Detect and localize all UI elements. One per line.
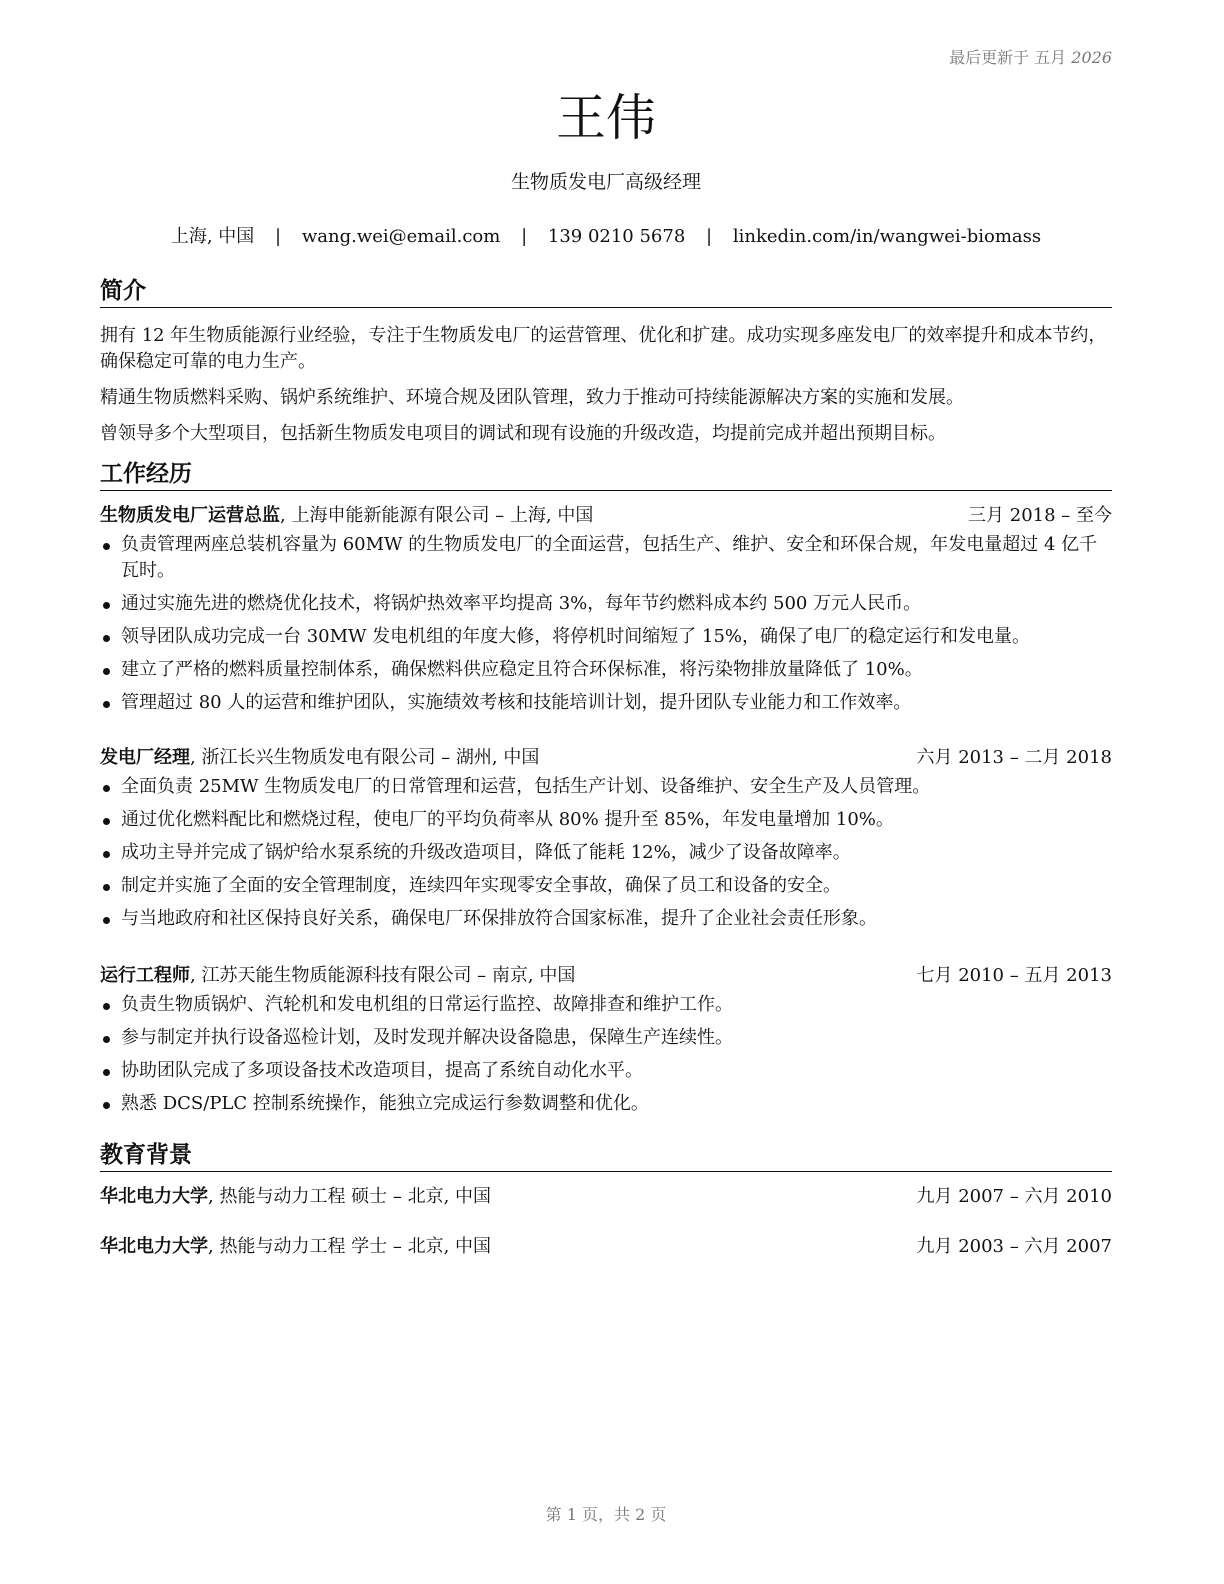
job-title-line [100, 963, 575, 989]
job-bullet: 熟悉 DCS/PLC 控制系统操作，能独立完成运行参数调整和优化。 [100, 1091, 1112, 1117]
candidate-headline: 生物质发电厂高级经理 [510, 171, 701, 193]
page-number: 第 1 页，共 2 页 [545, 1505, 667, 1524]
job-entry [100, 503, 1112, 716]
job-bullet: 通过优化燃料配比和燃烧过程，使电厂的平均负荷率从 80% 提升至 85%，年发电量增加 10%。 [100, 807, 1112, 833]
job-bullets [100, 992, 1112, 1117]
job-bullet: 负责生物质锅炉、汽轮机和发电机组的日常运行监控、故障排查和维护工作。 [100, 992, 1112, 1018]
last-updated-year: 2026 [1071, 48, 1112, 67]
job-role: 生物质发电厂运营总监 [100, 505, 280, 526]
section-title-education: 教育背景 [100, 1141, 1112, 1172]
contact-line [100, 225, 1112, 249]
job-dates: 六月 2013 – 二月 2018 [916, 747, 1112, 768]
job-company: , 浙江长兴生物质发电有限公司 – 湖州, 中国 [190, 747, 540, 768]
education-entry [100, 1184, 1112, 1210]
contact-linkedin[interactable]: linkedin.com/in/wangwei-biomass [732, 226, 1042, 247]
job-bullet: 参与制定并执行设备巡检计划，及时发现并解决设备隐患，保障生产连续性。 [100, 1025, 1112, 1051]
education-degree: , 热能与动力工程 硕士 – 北京, 中国 [208, 1186, 492, 1207]
job-header [100, 745, 1112, 771]
job-bullet: 与当地政府和社区保持良好关系，确保电厂环保排放符合国家标准，提升了企业社会责任形象。 [100, 906, 1112, 932]
contact-phone: 139 0210 5678 [547, 226, 686, 247]
summary-paragraph: 拥有 12 年生物质能源行业经验，专注于生物质发电厂的运营管理、优化和扩建。成功实现多座发电厂的效率提升和成本节约，确保稳定可靠的电力生产。 [100, 325, 1107, 372]
job-entry [100, 963, 1112, 1117]
last-updated [949, 45, 1112, 68]
job-role: 发电厂经理 [100, 747, 190, 768]
job-title-line [100, 503, 593, 529]
contact-separator: | [706, 226, 713, 247]
job-bullet: 领导团队成功完成一台 30MW 发电机组的年度大修，将停机时间缩短了 15%，确保了电厂的稳定运行和发电量。 [100, 624, 1112, 650]
education-entry [100, 1234, 1112, 1260]
job-bullet: 通过实施先进的燃烧优化技术，将锅炉热效率平均提高 3%，每年节约燃料成本约 500 万元人民币。 [100, 591, 1112, 617]
job-bullets [100, 774, 1112, 932]
job-bullets [100, 532, 1112, 716]
education-school: 华北电力大学 [100, 1186, 208, 1207]
job-header [100, 503, 1112, 529]
education-dates: 九月 2007 – 六月 2010 [916, 1186, 1112, 1207]
job-bullet: 负责管理两座总装机容量为 60MW 的生物质发电厂的全面运营，包括生产、维护、安全和环保合规，年发电量超过 4 亿千瓦时。 [100, 532, 1112, 584]
last-updated-prefix: 最后更新于 五月 [949, 48, 1067, 67]
education-school: 华北电力大学 [100, 1236, 208, 1257]
education-section [100, 1141, 1112, 1172]
job-entry [100, 745, 1112, 932]
education-degree: , 热能与动力工程 学士 – 北京, 中国 [208, 1236, 492, 1257]
job-role: 运行工程师 [100, 965, 190, 986]
job-header [100, 963, 1112, 989]
job-company: , 上海申能新能源有限公司 – 上海, 中国 [280, 505, 594, 526]
job-bullet: 全面负责 25MW 生物质发电厂的日常管理和运营，包括生产计划、设备维护、安全生产及人员管理。 [100, 774, 1112, 800]
experience-section [100, 460, 1112, 491]
job-bullet: 成功主导并完成了锅炉给水泵系统的升级改造项目，降低了能耗 12%，减少了设备故障率。 [100, 840, 1112, 866]
education-header [100, 1234, 1112, 1260]
summary-section [100, 277, 1112, 447]
resume-page [100, 0, 1112, 1584]
contact-location: 上海, 中国 [170, 226, 255, 247]
job-bullet: 管理超过 80 人的运营和维护团队，实施绩效考核和技能培训计划，提升团队专业能力和工作效率。 [100, 690, 1112, 716]
job-bullet: 建立了严格的燃料质量控制体系，确保燃料供应稳定且符合环保标准，将污染物排放量降低了 10%。 [100, 657, 1112, 683]
job-bullet: 制定并实施了全面的安全管理制度，连续四年实现零安全事故，确保了员工和设备的安全。 [100, 873, 1112, 899]
job-dates: 七月 2010 – 五月 2013 [916, 965, 1112, 986]
education-title-line [100, 1234, 491, 1260]
job-title-line [100, 745, 539, 771]
section-title-experience: 工作经历 [100, 460, 1112, 491]
section-title-summary: 简介 [100, 277, 1112, 308]
education-dates: 九月 2003 – 六月 2007 [916, 1236, 1112, 1257]
contact-separator: | [521, 226, 528, 247]
contact-email[interactable]: wang.wei@email.com [301, 226, 501, 247]
summary-paragraph: 精通生物质燃料采购、锅炉系统维护、环境合规及团队管理，致力于推动可持续能源解决方案的实施和发展。 [100, 387, 964, 408]
education-header [100, 1184, 1112, 1210]
job-bullet: 协助团队完成了多项设备技术改造项目，提高了系统自动化水平。 [100, 1058, 1112, 1084]
job-company: , 江苏天能生物质能源科技有限公司 – 南京, 中国 [190, 965, 576, 986]
education-title-line [100, 1184, 491, 1210]
job-dates: 三月 2018 – 至今 [968, 505, 1112, 526]
contact-separator: | [275, 226, 282, 247]
candidate-name: 王伟 [556, 89, 656, 147]
summary-paragraph: 曾领导多个大型项目，包括新生物质发电项目的调试和现有设施的升级改造，均提前完成并超出预期目标。 [100, 423, 946, 444]
